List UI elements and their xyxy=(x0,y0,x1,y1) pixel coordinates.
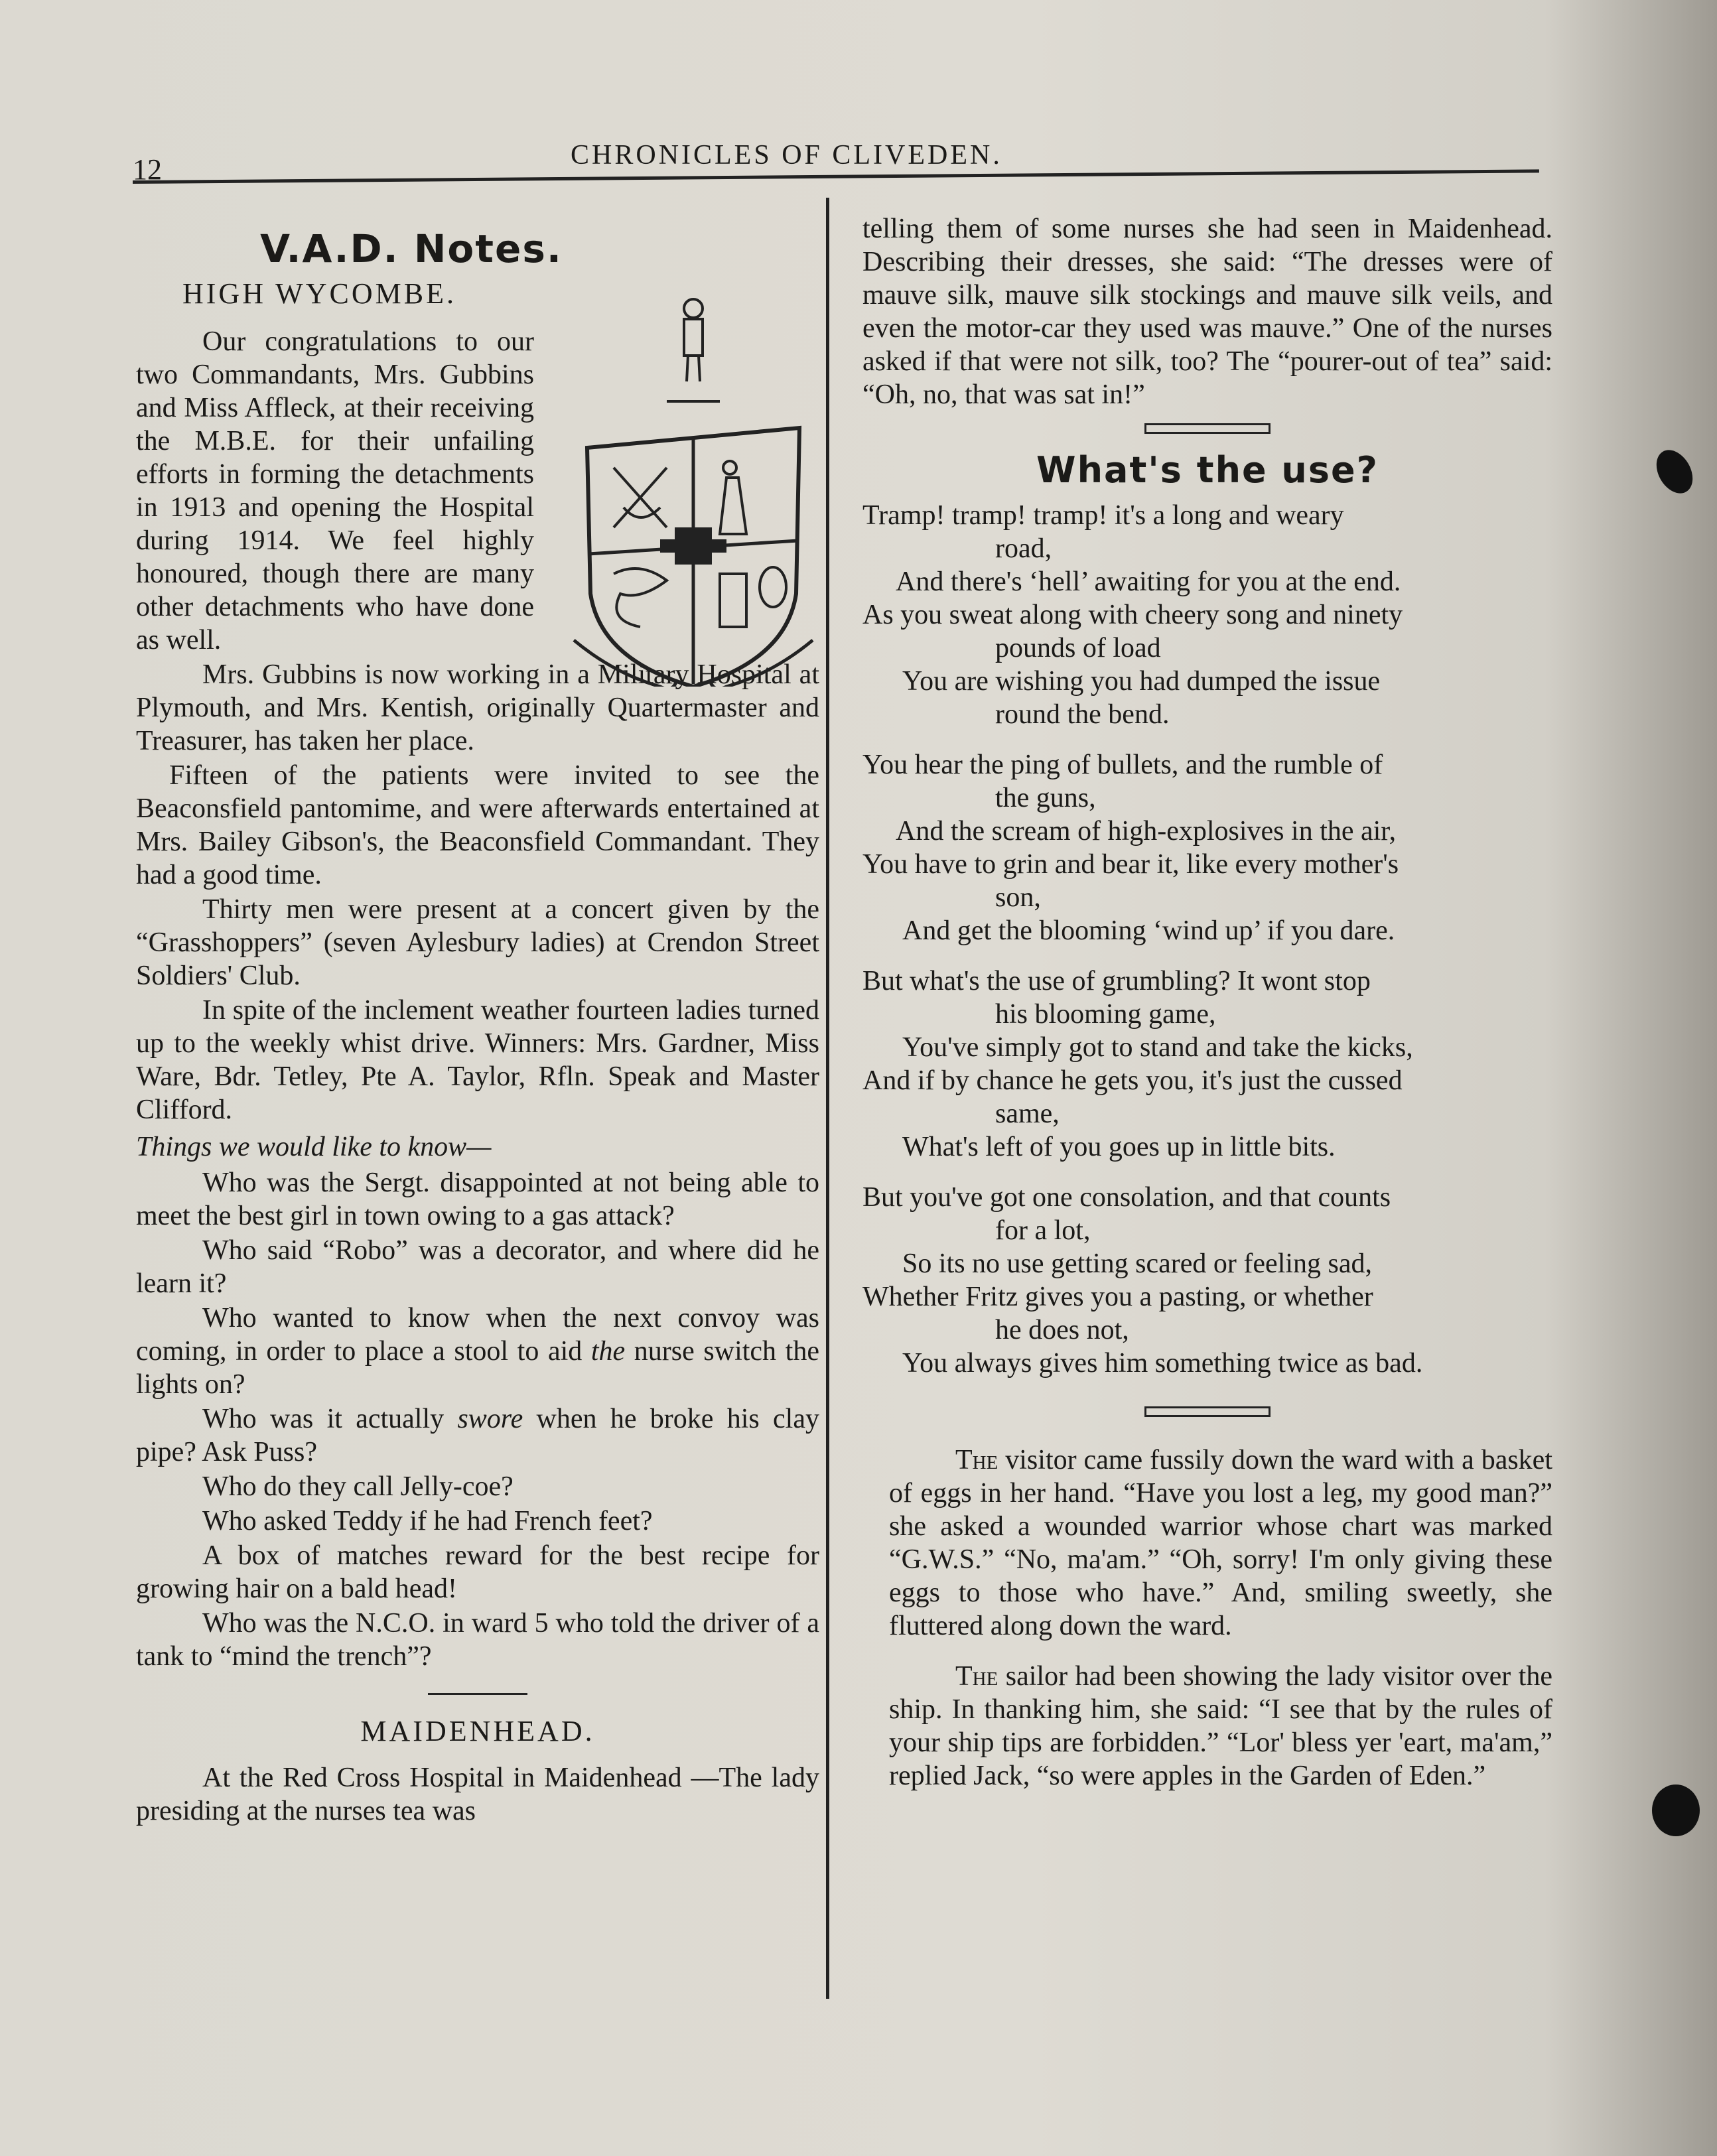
poem-line: But you've got one consolation, and that counts xyxy=(862,1182,1391,1213)
running-title: CHRONICLES OF CLIVEDEN. xyxy=(571,140,1002,170)
poem xyxy=(862,499,1552,1380)
poem-line: he does not, xyxy=(995,1315,1129,1345)
poem-line: son, xyxy=(995,882,1041,913)
question-emphasis: the xyxy=(590,1336,626,1367)
poem-line: You've simply got to stand and take the kicks, xyxy=(902,1032,1413,1063)
column-rule xyxy=(826,198,829,1999)
paragraph: Mrs. Gubbins is now working in a Military Hospital at Plymouth, and Mrs. Kentish, originally Quartermaster and Treasurer, has taken her place. xyxy=(136,659,819,756)
poem-line: road, xyxy=(995,533,1052,564)
poem-line: As you sweat along with cheery song and ninety xyxy=(862,600,1403,630)
punch-hole-bottom xyxy=(1652,1785,1700,1836)
vad-notes-title: V.A.D. Notes. xyxy=(260,226,563,271)
vad-crest-emblem xyxy=(561,289,826,687)
question xyxy=(136,1302,819,1401)
anecdote-lead: The xyxy=(955,1445,998,1475)
anecdote-text: visitor came fussily down the ward with a basket of eggs in her hand. “Have you lost a leg, my good man?” she asked a wounded warrior whose chart was marked “G.W.S.” “No, ma'am.” “Oh, sorry! I'm only giving these eggs to those who have.” And, smiling sweetly, she fluttered along down the ward. xyxy=(889,1445,1552,1641)
anecdote-lead: The xyxy=(955,1661,998,1692)
ornament-divider xyxy=(1144,1406,1271,1417)
poem-line: the guns, xyxy=(995,783,1096,813)
question: A box of matches reward for the best recipe for growing hair on a bald head! xyxy=(136,1540,819,1604)
poem-stanza xyxy=(862,1181,1552,1380)
question-emphasis: swore xyxy=(457,1404,523,1434)
question: Who said “Robo” was a decorator, and where did he learn it? xyxy=(136,1235,819,1299)
paragraph: Thirty men were present at a concert given by the “Grasshoppers” (seven Aylesbury ladies) at Crendon Street Soldiers' Club. xyxy=(136,894,819,991)
section-divider xyxy=(428,1693,527,1695)
poem-line: And the scream of high-explosives in the air, xyxy=(896,816,1397,846)
poem-stanza xyxy=(862,499,1552,731)
question-text: when he broke his clay pipe? Ask Puss? xyxy=(136,1404,819,1467)
paragraph: In spite of the inclement weather fourteen ladies turned up to the weekly whist drive. Winners: Mrs. Gardner, Miss Ware, Bdr. Tetley, Pte A. Taylor, Rfln. Speak and Master Clifford. xyxy=(136,995,819,1125)
right-column xyxy=(862,212,1552,1794)
question: Who asked Teddy if he had French feet? xyxy=(202,1506,653,1536)
anecdote-text: sailor had been showing the lady visitor over the ship. In thanking him, she said: “I see that by the rules of your ship tips are forbidden.” “Lor' bless yer 'eart, ma'am,” replied Jack, “so were apples in the Garden of Eden.” xyxy=(889,1661,1552,1791)
paragraph: Our congratulations to our two Commandants, Mrs. Gubbins and Miss Affleck, at their receiving the M.B.E. for their unfailing efforts in forming the detachments in 1913 and opening the Hospital during 1914. We feel highly honoured, though there are many other detachments who have done as well. xyxy=(136,326,534,655)
poem-line: But what's the use of grumbling? It wont stop xyxy=(862,966,1371,996)
poem-line: You always gives him something twice as bad. xyxy=(902,1348,1423,1379)
question-text: nurse switch the lights on? xyxy=(136,1336,819,1400)
poem-line: You have to grin and bear it, like every mother's xyxy=(862,849,1399,880)
poem-line: for a lot, xyxy=(995,1215,1091,1246)
poem-line: So its no use getting scared or feeling sad, xyxy=(902,1248,1373,1279)
anecdote xyxy=(889,1660,1552,1792)
ornament-divider xyxy=(1144,423,1271,434)
things-heading: Things we would like to know— xyxy=(136,1132,492,1162)
subhead-high-wycombe: HIGH WYCOMBE. xyxy=(182,277,456,310)
poem-line: same, xyxy=(995,1099,1060,1129)
poem-line: You are wishing you had dumped the issue xyxy=(902,666,1381,697)
paragraph: At the Red Cross Hospital in Maidenhead —The lady presiding at the nurses tea was xyxy=(136,1763,819,1826)
poem-line: You hear the ping of bullets, and the rumble of xyxy=(862,750,1383,780)
page-number: 12 xyxy=(133,153,162,186)
question: Who was the Sergt. disappointed at not being able to meet the best girl in town owing to a gas attack? xyxy=(136,1168,819,1231)
poem-line: And if by chance he gets you, it's just the cussed xyxy=(862,1065,1403,1096)
question-text: Who wanted to know when the next convoy was coming, in order to place a stool to aid xyxy=(136,1303,819,1367)
question-text: Who was it actually xyxy=(202,1404,458,1434)
question xyxy=(136,1402,819,1469)
question: Who do they call Jelly-coe? xyxy=(202,1471,514,1502)
left-column xyxy=(136,226,819,1829)
poem-line: Whether Fritz gives you a pasting, or whether xyxy=(862,1282,1373,1312)
poem-line: What's left of you goes up in little bits. xyxy=(902,1132,1336,1162)
poem-line: Tramp! tramp! tramp! it's a long and weary xyxy=(862,500,1344,531)
poem-line: round the bend. xyxy=(995,699,1170,730)
poem-stanza xyxy=(862,965,1552,1164)
poem-line: And get the blooming ‘wind up’ if you dare. xyxy=(902,915,1395,946)
question: Who was the N.C.O. in ward 5 who told the driver of a tank to “mind the trench”? xyxy=(136,1608,819,1672)
poem-line: And there's ‘hell’ awaiting for you at the end. xyxy=(896,567,1401,597)
paragraph-continued: telling them of some nurses she had seen in Maidenhead. Describing their dresses, she said: “The dresses were of mauve silk, mauve silk stockings and mauve silk veils, and even the motor-car they used was mauve.” One of the nurses asked if that were not silk, too? The “pourer-out of tea” said: “Oh, no, that was sat in!” xyxy=(862,214,1552,410)
subhead-maidenhead: MAIDENHEAD. xyxy=(360,1715,595,1747)
poem-line: his blooming game, xyxy=(995,999,1216,1030)
poem-stanza xyxy=(862,748,1552,947)
anecdote xyxy=(889,1444,1552,1643)
poem-title: What's the use? xyxy=(1036,449,1379,491)
poem-line: pounds of load xyxy=(995,633,1161,663)
punch-hole-top xyxy=(1649,444,1700,500)
paragraph: Fifteen of the patients were invited to see the Beaconsfield pantomime, and were afterwards entertained at Mrs. Bailey Gibson's, the Beaconsfield Commandant. They had a good time. xyxy=(136,760,819,890)
